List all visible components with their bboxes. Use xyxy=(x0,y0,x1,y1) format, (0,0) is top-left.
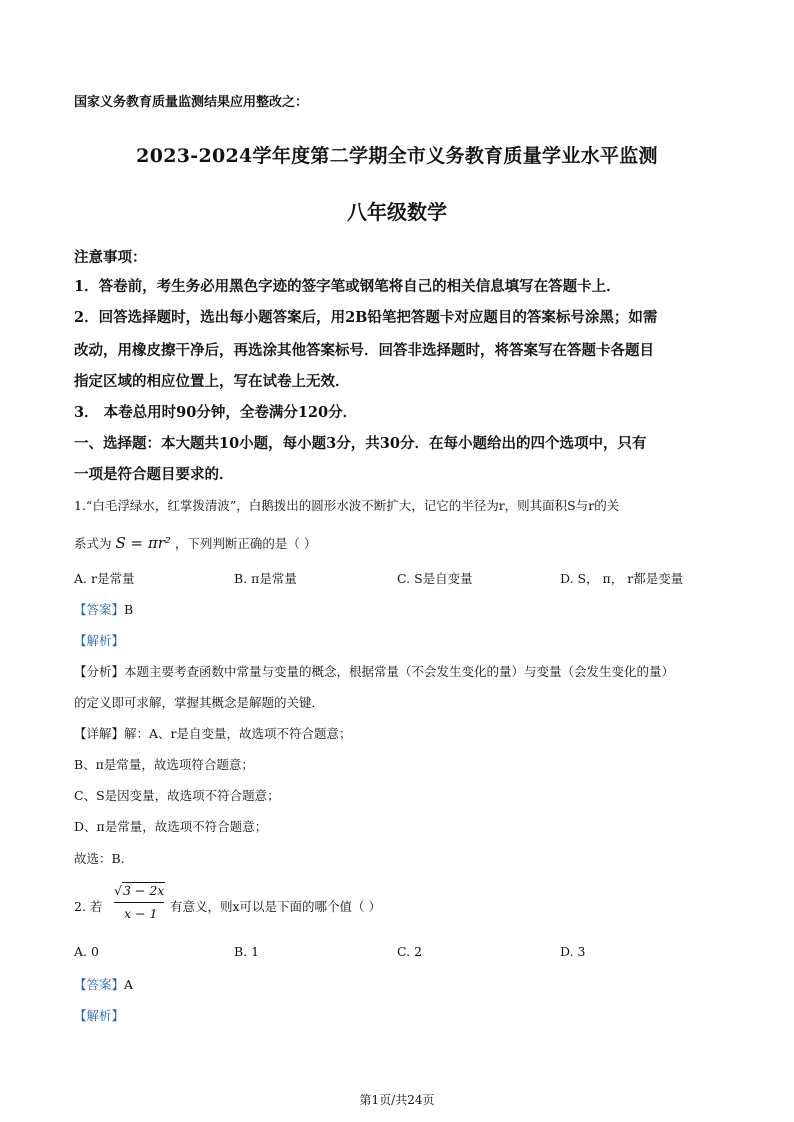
q1-answer xyxy=(74,600,133,618)
sqrt-icon: √ xyxy=(114,883,122,898)
answer-value: B xyxy=(124,602,134,617)
q2-answer xyxy=(74,975,133,993)
q1-stem-prefix: 系式为 xyxy=(74,536,112,551)
q1-stem-suffix: ，下列判断正确的是（ ） xyxy=(174,536,317,551)
q1-fenxi-line-1 xyxy=(74,662,674,680)
page-footer: 第1页/共24页 xyxy=(359,1093,435,1107)
exam-title: 2023-2024学年度第二学期全市义务教育质量学业水平监测 xyxy=(136,145,658,167)
notice-item-3: 3． 本卷总用时90分钟，全卷满分120分． xyxy=(74,404,358,421)
q1-stem-line-2 xyxy=(74,534,316,552)
q2-denominator: x − 1 xyxy=(124,906,158,921)
xiangjie-text: 解：A、r是自变量，故选项不符合题意； xyxy=(124,726,352,741)
q2-option-c: C. 2 xyxy=(397,944,423,959)
q1-conclusion: 故选：B. xyxy=(74,851,125,866)
q2-prefix: 2. 若 xyxy=(74,899,103,914)
header-note: 国家义务教育质量监测结果应用整改之： xyxy=(74,95,309,110)
notice-heading: 注意事项： xyxy=(74,249,147,266)
notice-item-2-line-2: 改动，用橡皮擦干净后，再选涂其他答案标号．回答非选择题时，将答案写在答题卡各题目 xyxy=(74,342,654,359)
q2-option-a: A. 0 xyxy=(74,944,99,959)
section-heading-line-2: 一项是符合题目要求的． xyxy=(74,466,234,483)
notice-item-2-line-1: 2．回答选择题时，选出每小题答案后，用2B铅笔把答题卡对应题目的答案标号涂黑；如需 xyxy=(74,309,658,326)
fenxi-text: 本题主要考查函数中常量与变量的概念，根据常量（不会发生变化的量）与变量（会发生变化的量） xyxy=(124,664,675,679)
answer-value: A xyxy=(124,977,134,992)
q2-option-d: D. 3 xyxy=(560,944,586,959)
xiangjie-tag: 【详解】 xyxy=(74,726,125,741)
q1-stem-line-1: 1.“白毛浮绿水，红掌拨清波”，白鹅拨出的圆形水波不断扩大，记它的半径为r，则其面积S与r的关 xyxy=(74,498,620,513)
fenxi-tag: 【分析】 xyxy=(74,664,125,679)
q2-radicand: 3 − 2x xyxy=(122,883,165,898)
answer-tag: 【答案】 xyxy=(74,977,125,992)
exam-subtitle: 八年级数学 xyxy=(347,200,447,224)
q1-solution-c: C、S是因变量，故选项不符合题意； xyxy=(74,788,280,803)
q1-analysis-tag: 【解析】 xyxy=(74,633,125,648)
q2-suffix: 有意义，则x可以是下面的哪个值（ ） xyxy=(170,899,382,914)
q1-formula: S = πr² xyxy=(115,534,171,552)
q2-numerator xyxy=(114,883,168,898)
q1-option-d: D. S， π， r都是变量 xyxy=(560,571,684,586)
notice-item-1: 1．答卷前，考生务必用黑色字迹的签字笔或钢笔将自己的相关信息填写在答题卡上． xyxy=(74,278,621,295)
notice-item-2-line-3: 指定区域的相应位置上，写在试卷上无效． xyxy=(74,373,350,390)
q2-option-b: B. 1 xyxy=(234,944,260,959)
q2-analysis-tag: 【解析】 xyxy=(74,1008,125,1023)
q1-option-b: B. π是常量 xyxy=(234,571,297,586)
q1-option-c: C. S是自变量 xyxy=(397,571,473,586)
q1-fenxi-line-2: 的定义即可求解，掌握其概念是解题的关键． xyxy=(74,695,325,710)
q1-solution-d: D、π是常量，故选项不符合题意； xyxy=(74,819,268,834)
answer-tag: 【答案】 xyxy=(74,602,125,617)
q1-option-a: A. r是常量 xyxy=(74,571,135,586)
fraction-bar xyxy=(114,902,164,903)
q2-fraction xyxy=(110,881,168,925)
section-heading-line-1: 一、选择题：本大题共10小题，每小题3分，共30分．在每小题给出的四个选项中，只有 xyxy=(74,435,647,452)
q1-solution-b: B、π是常量，故选项符合题意； xyxy=(74,757,254,772)
q1-xiangjie xyxy=(74,724,352,742)
